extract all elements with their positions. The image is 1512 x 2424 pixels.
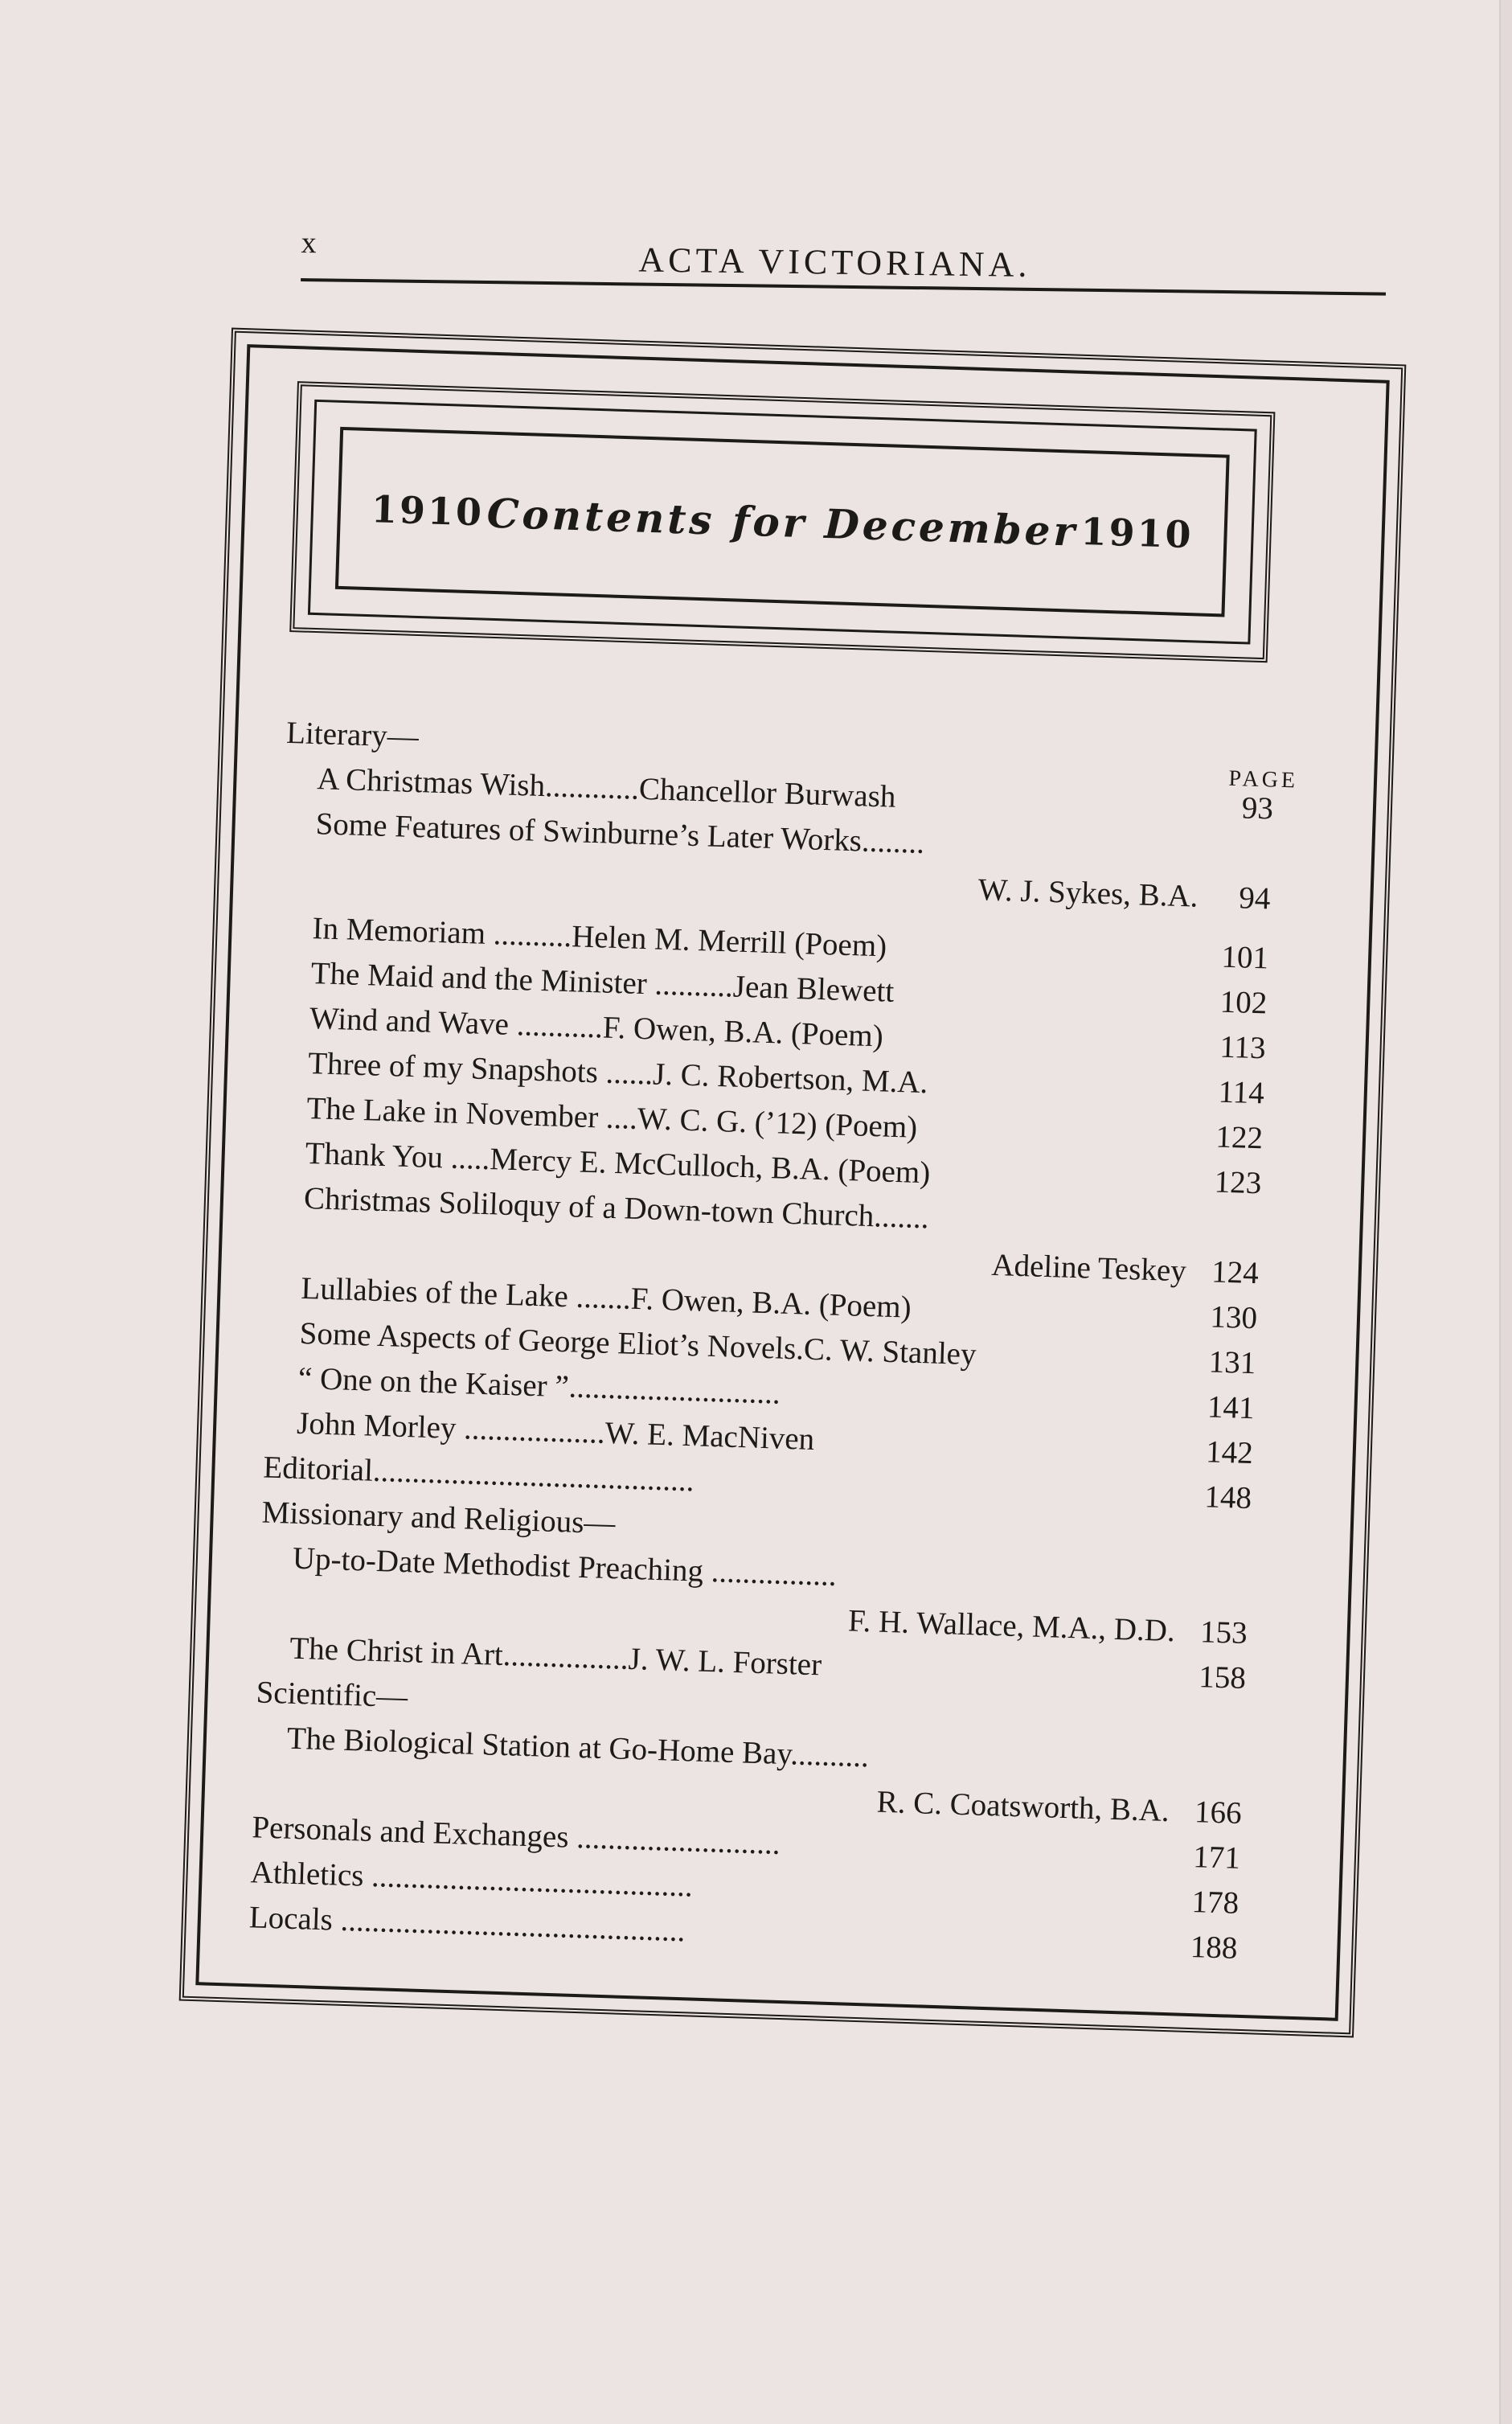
entry-page: 153 (1199, 1614, 1248, 1651)
title-box-inner (308, 400, 1257, 645)
entry-page: 131 (1208, 1344, 1256, 1381)
entry-page: 93 (1241, 790, 1274, 826)
entry-page: 113 (1219, 1029, 1267, 1066)
entry-page: 178 (1190, 1885, 1240, 1921)
entry-author: F. H. Wallace, M.A., D.D. (847, 1603, 1176, 1649)
entry-title: Up-to-Date Methodist Preaching ................ (292, 1540, 838, 1593)
entry-title: Lullabies of the Lake .......F. Owen, B.A. (Poem) (300, 1270, 912, 1325)
entry-title: A Christmas Wish............Chancellor Burwash (316, 761, 897, 814)
journal-title: ACTA VICTORIANA. (638, 240, 1031, 285)
running-head (301, 225, 1387, 328)
page-column-heading: PAGE (1228, 765, 1299, 794)
title-box-core (335, 427, 1230, 617)
entry-title: John Morley ..................W. E. MacNiven (296, 1405, 815, 1457)
entry-page: 101 (1220, 939, 1269, 976)
entry-page: 142 (1205, 1434, 1254, 1471)
entry-page: 171 (1192, 1840, 1241, 1876)
entry-title: Christmas Soliloquy of a Down-town Church....... (303, 1180, 930, 1236)
entry-title: The Maid and the Minister ..........Jean Blewett (310, 956, 895, 1009)
entry-title: In Memoriam ..........Helen M. Merrill (Poem) (311, 911, 887, 964)
entry-title: Some Features of Swinburne’s Later Works........ (315, 806, 925, 860)
title-year-left: 1910 (371, 487, 485, 535)
section-heading-editorial: Editorial......................................... (262, 1450, 695, 1499)
entry-page: 130 (1209, 1299, 1258, 1336)
entry-page: 188 (1190, 1930, 1239, 1966)
section-heading-locals: Locals ............................................ (248, 1900, 686, 1949)
entry-title: Thank You .....Mercy E. McCulloch, B.A. (Poem) (305, 1135, 931, 1191)
entry-page: 166 (1194, 1794, 1243, 1831)
entry-title: The Biological Station at Go-Home Bay.......... (286, 1721, 870, 1774)
folio: x (301, 225, 318, 260)
contents-title: Contents for December (486, 489, 1079, 556)
title-year-right: 1910 (1080, 509, 1194, 557)
entry-page: 148 (1203, 1479, 1252, 1516)
entry-title: Three of my Snapshots ......J. C. Robertson, M.A. (307, 1046, 928, 1101)
entry-page: 141 (1207, 1389, 1256, 1426)
entry-page: 123 (1214, 1164, 1262, 1201)
entry-title: Wind and Wave ...........F. Owen, B.A. (Poem) (309, 1001, 884, 1054)
entry-page: 158 (1198, 1659, 1247, 1696)
entry-title: The Christ in Art................J. W. L. Forster (289, 1630, 822, 1683)
entry-author: Adeline Teskey (990, 1247, 1187, 1289)
entry-page: 122 (1215, 1119, 1264, 1156)
section-heading-personals: Personals and Exchanges .......................... (251, 1810, 781, 1861)
page-edge (1499, 0, 1512, 2424)
entry-page: 114 (1218, 1074, 1265, 1111)
entry-page: 94 (1238, 880, 1272, 917)
title-box (289, 381, 1275, 662)
entry-page: 124 (1211, 1254, 1260, 1291)
section-heading-scientific: Scientific— (256, 1675, 408, 1715)
entry-author: R. C. Coatsworth, B.A. (876, 1784, 1170, 1829)
contents-frame-inner (195, 344, 1389, 2021)
entry-title: Some Aspects of George Eliot’s Novels.C. W. Stanley (299, 1315, 977, 1372)
table-of-contents (248, 715, 1299, 1972)
section-heading-athletics: Athletics ......................................... (250, 1855, 694, 1904)
section-heading-literary: Literary— (285, 715, 420, 755)
entry-title: The Lake in November ....W. C. G. (’12) (Poem) (305, 1090, 918, 1145)
section-heading-missionary: Missionary and Religious— (261, 1495, 617, 1541)
entry-author: W. J. Sykes, B.A. (977, 872, 1199, 914)
entry-page: 102 (1219, 984, 1268, 1021)
contents-frame (179, 328, 1407, 2038)
entry-title: “ One on the Kaiser ”........................... (297, 1360, 781, 1411)
